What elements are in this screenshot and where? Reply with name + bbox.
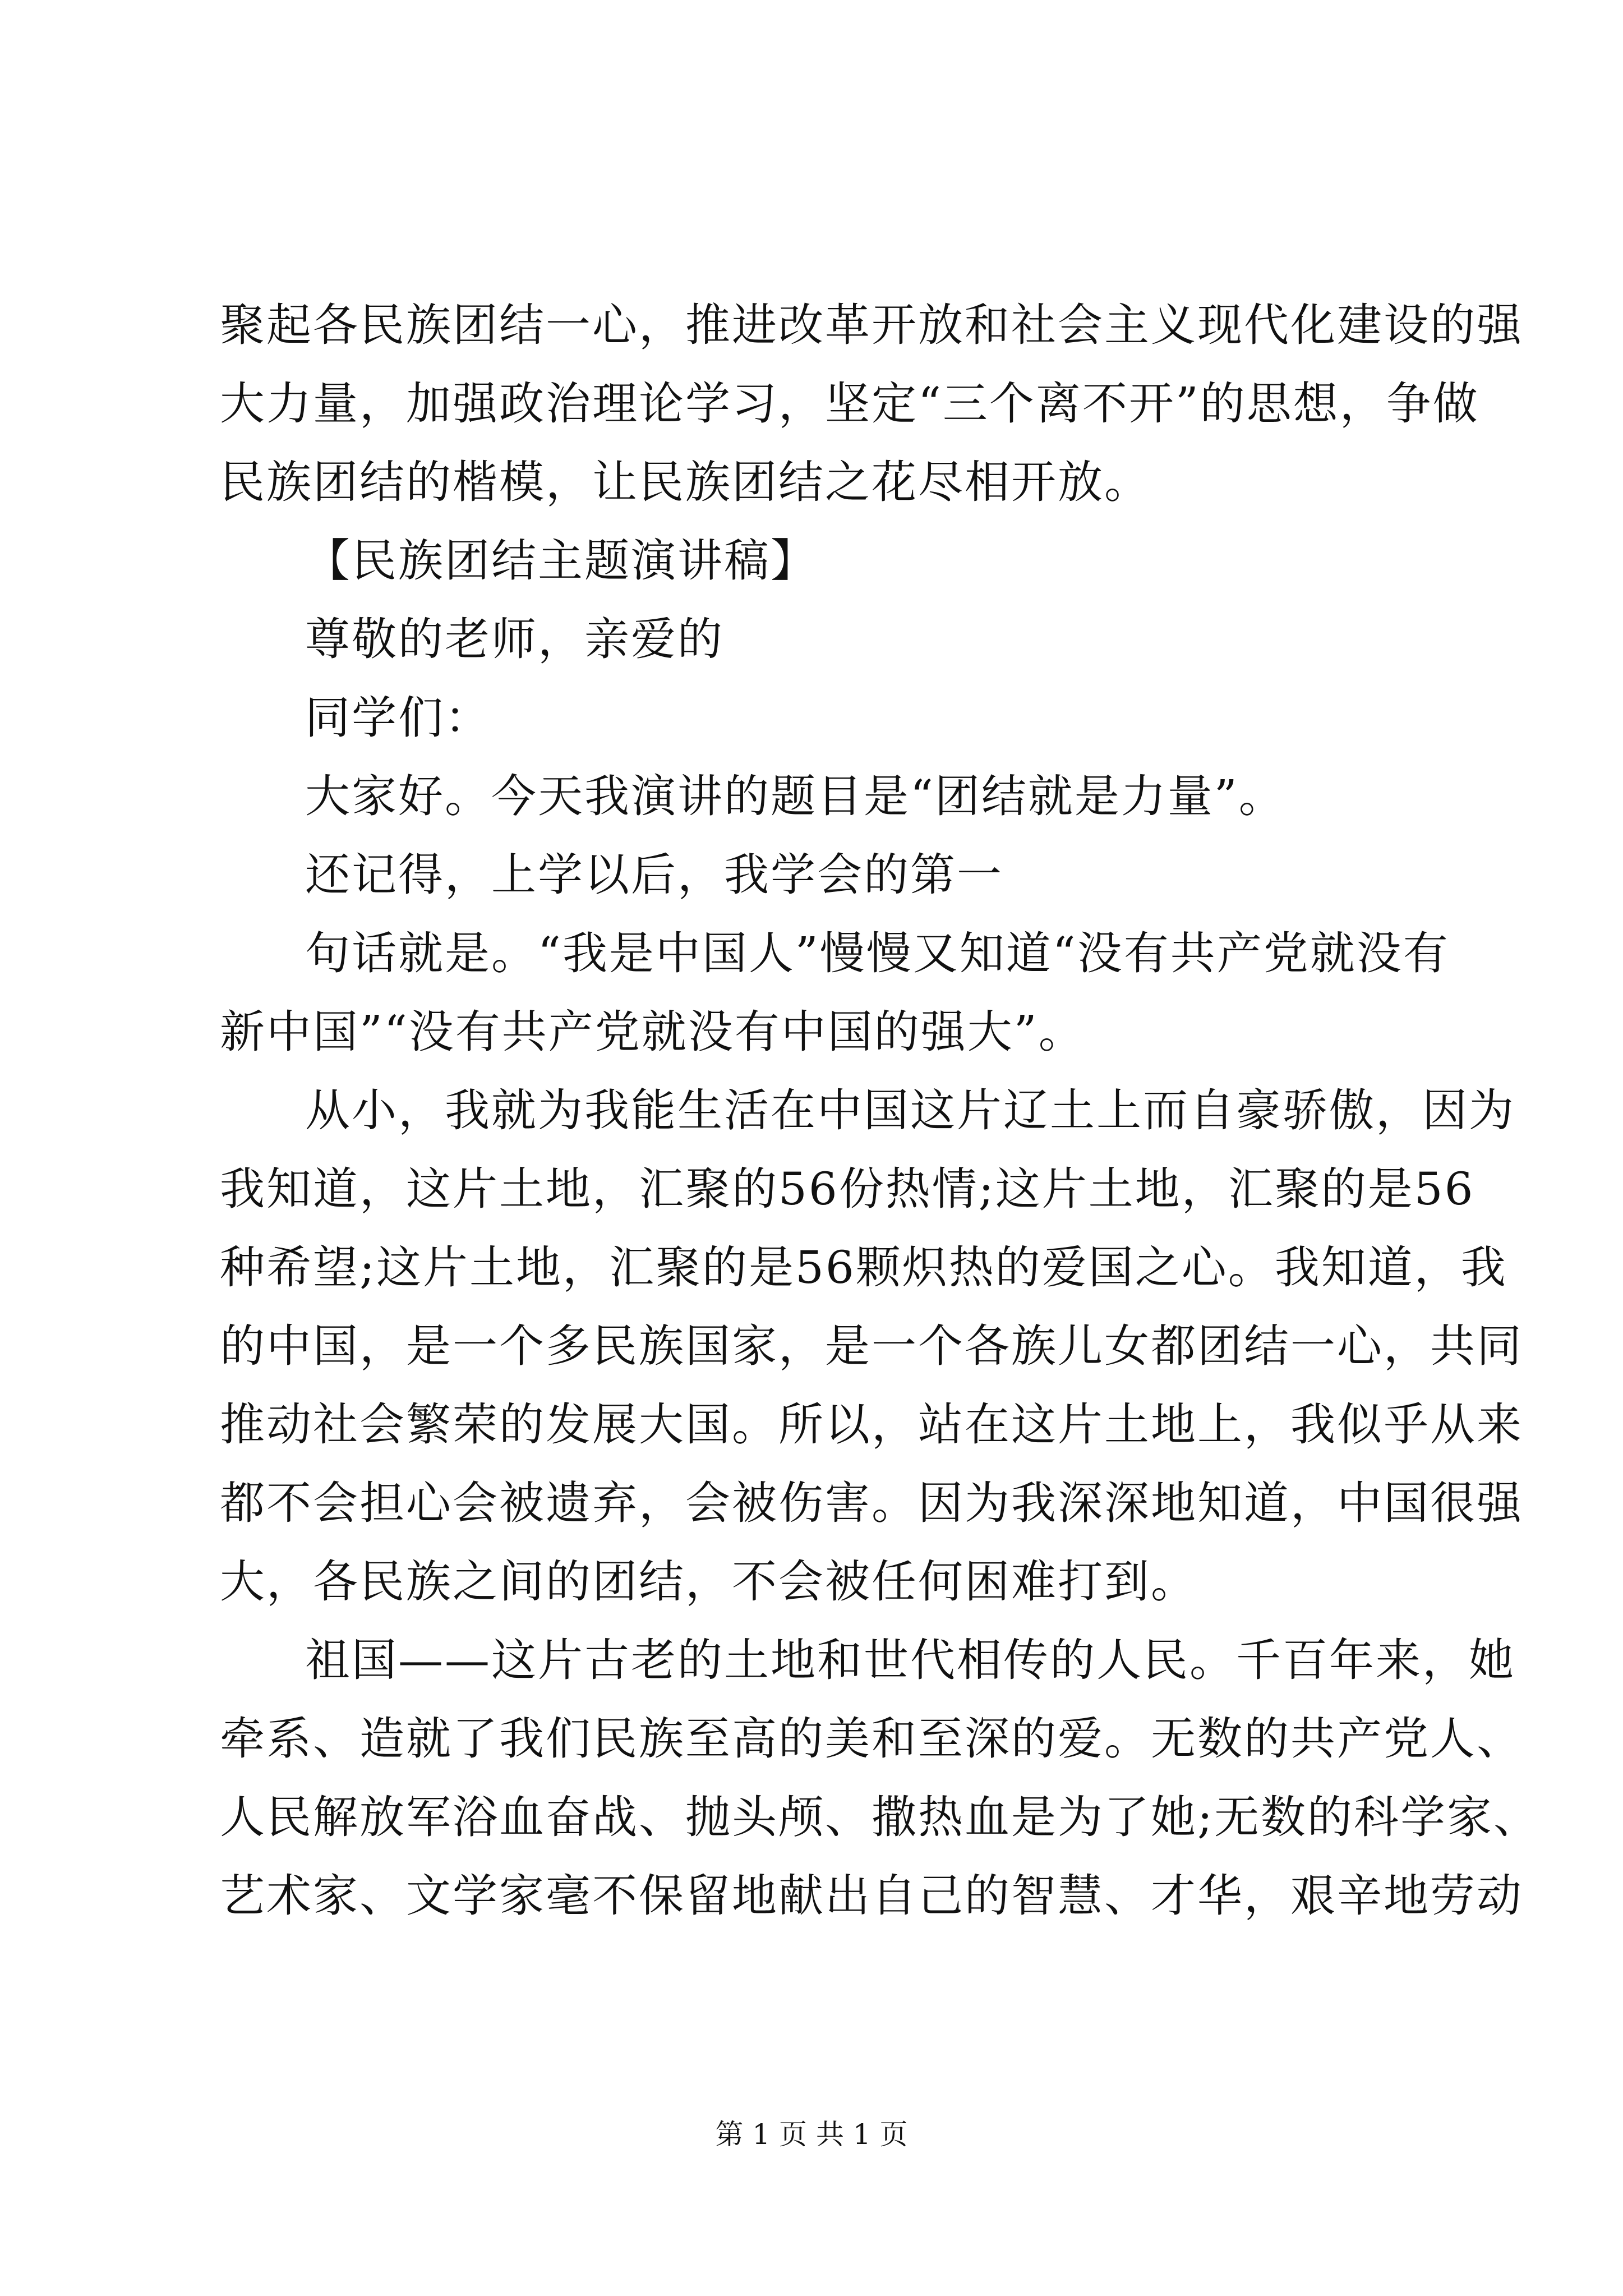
paragraph-line: 民族团结的楷模，让民族团结之花尽相开放。	[220, 456, 1151, 508]
paragraph-line: 种希望;这片土地，汇聚的是56颗炽热的爱国之心。我知道，我	[220, 1241, 1507, 1294]
paragraph-line: 的中国，是一个多民族国家，是一个各族儿女都团结一心，共同	[220, 1320, 1523, 1372]
paragraph-line: 都不会担心会被遗弃，会被伤害。因为我深深地知道，中国很强	[220, 1477, 1523, 1529]
page-number-footer: 第 1 页 共 1 页	[715, 2118, 908, 2151]
paragraph-line: 艺术家、文学家毫不保留地献出自己的智慧、才华，艰辛地劳动	[220, 1870, 1523, 1922]
paragraph-line: 还记得，上学以后，我学会的第一	[305, 849, 1003, 901]
paragraph-line: 人民解放军浴血奋战、抛头颅、撒热血是为了她;无数的科学家、	[220, 1791, 1540, 1843]
paragraph-line: 推动社会繁荣的发展大国。所以，站在这片土地上，我似乎从来	[220, 1398, 1523, 1451]
paragraph-line: 句话就是。“我是中国人”慢慢又知道“没有共产党就没有	[305, 927, 1450, 979]
paragraph-line: 祖国——这片古老的土地和世代相传的人民。千百年来，她	[305, 1634, 1515, 1686]
salutation-line: 尊敬的老师，亲爱的	[305, 613, 724, 665]
paragraph-line: 我知道，这片土地，汇聚的56份热情;这片土地，汇聚的是56	[220, 1163, 1475, 1215]
paragraph-line: 大家好。今天我演讲的题目是“团结就是力量”。	[305, 770, 1285, 822]
document-body	[220, 286, 1540, 1935]
paragraph-line: 从小，我就为我能生活在中国这片辽土上而自豪骄傲，因为	[305, 1084, 1515, 1137]
paragraph-line: 聚起各民族团结一心，推进改革开放和社会主义现代化建设的强	[220, 299, 1523, 351]
paragraph-line: 大，各民族之间的团结，不会被任何困难打到。	[220, 1556, 1197, 1608]
paragraph-line: 大力量，加强政治理论学习，坚定“三个离不开”的思想，争做	[220, 378, 1479, 430]
paragraph-line: 牵系、造就了我们民族至高的美和至深的爱。无数的共产党人、	[220, 1713, 1523, 1765]
paragraph-line: 新中国”“没有共产党就没有中国的强大”。	[220, 1006, 1085, 1058]
speech-title: 【民族团结主题演讲稿】	[305, 535, 817, 587]
salutation-line: 同学们：	[305, 692, 491, 744]
